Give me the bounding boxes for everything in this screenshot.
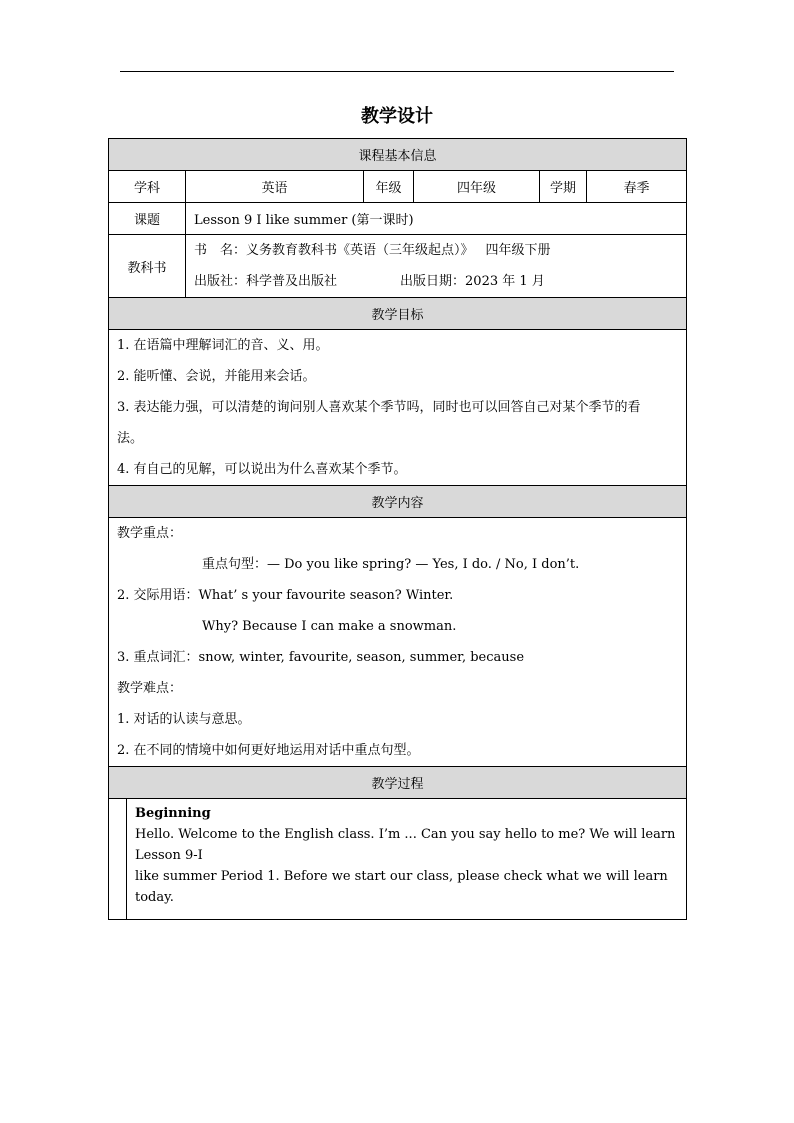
book-name-label: 书 名： — [194, 243, 247, 258]
textbook-name-line — [186, 235, 686, 266]
publisher-label: 出版社： — [194, 274, 247, 289]
objective-item: 2. 能听懂、会说，并能用来会话。 — [117, 369, 316, 384]
header-rule — [120, 71, 674, 72]
section-header-process: 教学过程 — [109, 767, 687, 799]
section-header-objectives: 教学目标 — [109, 298, 687, 330]
objectives-block — [109, 330, 687, 486]
vocabulary-line: 3. 重点词汇：snow, winter, favourite, season, summer, because — [117, 650, 525, 665]
publisher-line — [186, 266, 686, 297]
communication-line-2: Why? Because I can make a snowman. — [202, 619, 457, 634]
process-block — [109, 799, 687, 920]
difficulty-item: 2. 在不同的情境中如何更好地运用对话中重点句型。 — [117, 743, 420, 758]
key-pattern: 重点句型：— Do you like spring? — Yes, I do. / No, I don’t. — [202, 557, 580, 572]
process-gutter — [109, 799, 127, 919]
grade-value: 四年级 — [414, 171, 540, 203]
term-value: 春季 — [587, 171, 687, 203]
objective-item: 4. 有自己的见解，可以说出为什么喜欢某个季节。 — [117, 462, 407, 477]
grade-label: 年级 — [364, 171, 414, 203]
process-paragraph-line: like summer Period 1. Before we start our class, please check what we will learn today. — [135, 869, 668, 905]
section-header-content: 教学内容 — [109, 486, 687, 518]
book-volume: 四年级下册 — [485, 243, 551, 258]
objective-item: 3. 表达能力强，可以清楚的询问别人喜欢某个季节吗，同时也可以回答自己对某个季节的看 — [117, 400, 641, 415]
textbook-info — [186, 235, 687, 298]
process-heading: Beginning — [135, 806, 211, 821]
topic-value: Lesson 9 I like summer (第一课时) — [186, 203, 687, 235]
process-paragraph-line: Hello. Welcome to the English class. I’m ... Can you say hello to me? We will learn Lesson 9-I — [135, 827, 676, 863]
difficulties-label: 教学难点： — [117, 681, 183, 696]
pub-date-value: 2023 年 1 月 — [465, 274, 545, 289]
communication-line-1: 2. 交际用语：What’ s your favourite season? Winter. — [117, 588, 454, 603]
topic-label: 课题 — [109, 203, 186, 235]
objective-item-continued: 法。 — [117, 431, 144, 446]
difficulty-item: 1. 对话的认读与意思。 — [117, 712, 251, 727]
subject-label: 学科 — [109, 171, 186, 203]
objective-item: 1. 在语篇中理解词汇的音、义、用。 — [117, 338, 329, 353]
publisher-value: 科学普及出版社 — [246, 274, 338, 289]
term-label: 学期 — [540, 171, 587, 203]
pub-date-label: 出版日期： — [400, 274, 466, 289]
content-block — [109, 518, 687, 767]
document-title: 教学设计 — [361, 106, 433, 127]
subject-value: 英语 — [186, 171, 364, 203]
key-points-label: 教学重点： — [117, 526, 183, 541]
book-name-value: 义务教育教科书《英语（三年级起点）》 — [246, 243, 474, 258]
section-header-basic-info: 课程基本信息 — [109, 139, 687, 171]
textbook-label: 教科书 — [109, 235, 186, 298]
lesson-plan-table — [108, 138, 687, 920]
